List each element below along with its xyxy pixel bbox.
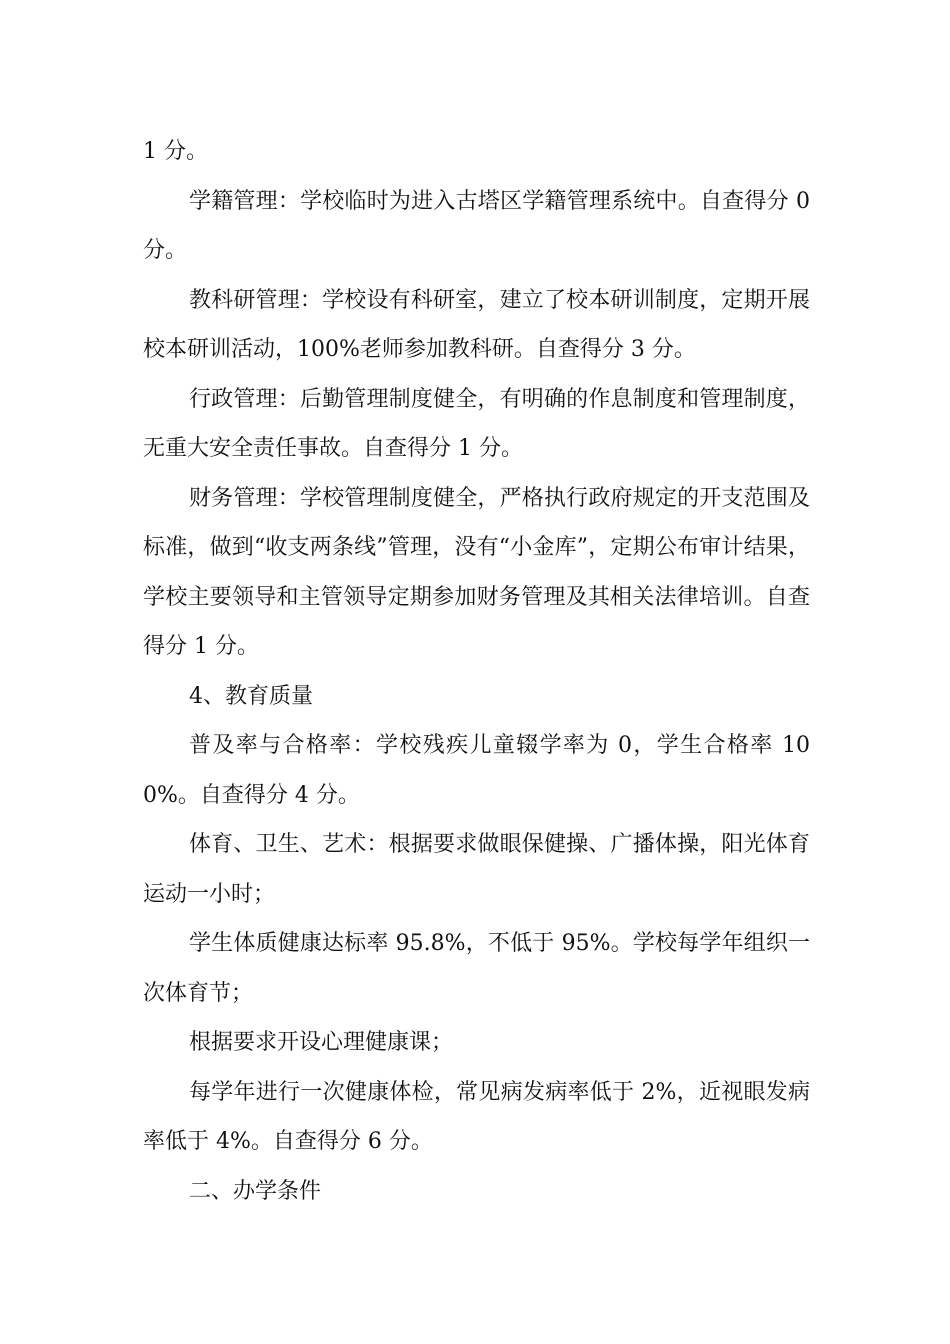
- paragraph-score-continuation: 1 分。: [143, 139, 208, 164]
- paragraph-health-checkup: 每学年进行一次健康体检，常见病发病率低于 2%，近视眼发病率低于 4%。自查得分 6 分。: [143, 1079, 810, 1154]
- paragraph-finance: 财务管理：学校管理制度健全，严格执行政府规定的开支范围及标准，做到“收支两条线”管理，没有“小金库”，定期公布审计结果，学校主要领导和主管领导定期参加财务管理及其相关法律培训。自查得分 1 分。: [143, 485, 810, 659]
- paragraph-student-records: 学籍管理：学校临时为进入古塔区学籍管理系统中。自查得分 0 分。: [143, 188, 810, 263]
- section-heading-school-conditions: 二、办学条件: [189, 1178, 322, 1204]
- paragraph-enrollment-pass-rate: 普及率与合格率：学校残疾儿童辍学率为 0，学生合格率 100%。自查得分 4 分。: [143, 733, 810, 808]
- document-body: [143, 127, 810, 1216]
- section-heading-education-quality: 4、教育质量: [189, 683, 313, 709]
- paragraph-administration: 行政管理：后勤管理制度健全，有明确的作息制度和管理制度，无重大安全责任事故。自查得分 1 分。: [143, 386, 810, 461]
- paragraph-sports-health-arts: 体育、卫生、艺术：根据要求做眼保健操、广播体操，阳光体育运动一小时；: [143, 832, 810, 907]
- paragraph-research-management: 教科研管理：学校设有科研室，建立了校本研训制度，定期开展校本研训活动，100%老师参加教科研。自查得分 3 分。: [143, 287, 810, 362]
- paragraph-physical-fitness: 学生体质健康达标率 95.8%，不低于 95%。学校每学年组织一次体育节；: [143, 931, 810, 1006]
- paragraph-mental-health: 根据要求开设心理健康课；: [189, 1030, 454, 1055]
